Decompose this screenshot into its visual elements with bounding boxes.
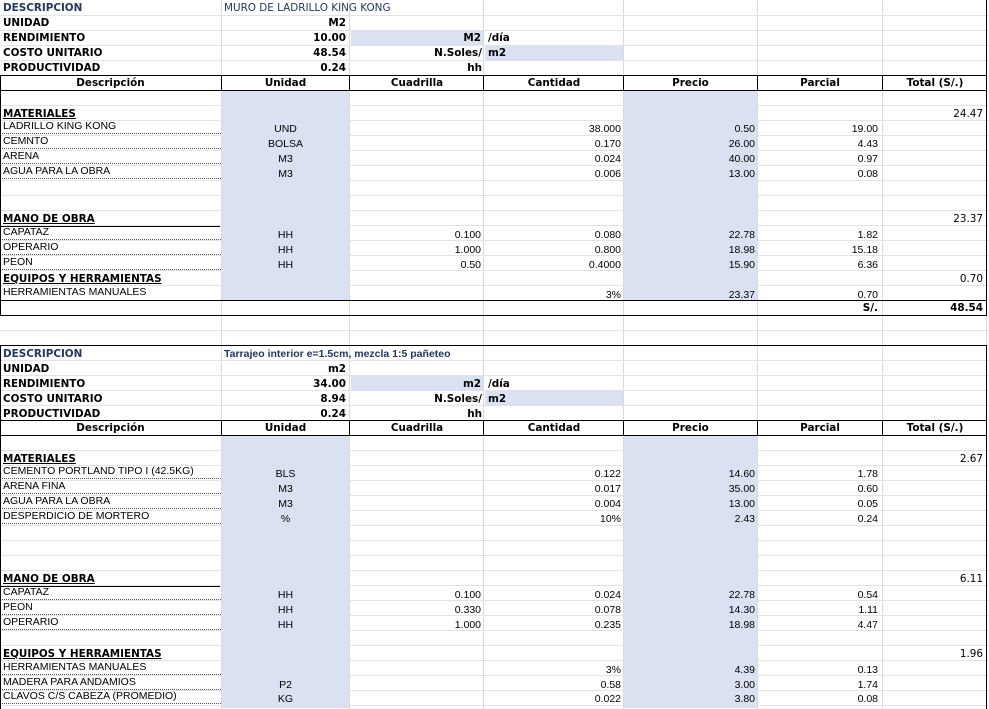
column-header[interactable]: Parcial [800,422,840,434]
equipos-total[interactable]: 0.70 [959,273,983,285]
item-unidad[interactable]: BLS [275,468,296,480]
productividad-unit[interactable]: hh [467,62,482,74]
b2-mano-obra-total[interactable]: 6.11 [959,573,983,585]
header-column-divider [483,75,484,90]
item-unidad[interactable]: M3 [278,168,293,180]
b2-left-border [0,345,1,709]
item-cantidad[interactable]: 38.000 [588,123,621,135]
item-description[interactable]: OPERARIO [3,241,59,253]
item-precio[interactable]: 18.98 [728,244,755,256]
b2-descripcion-value[interactable]: Tarrajeo interior e=1.5cm, mezcla 1:5 pañeteo [224,348,451,360]
item-description[interactable]: HERRAMIENTAS MANUALES [3,286,147,298]
grid-row-line [0,375,989,376]
header-column-divider [349,75,350,90]
column-header[interactable]: Unidad [264,422,307,434]
item-cantidad[interactable]: 0.170 [594,138,621,150]
item-description[interactable]: MADERA PARA ANDAMIOS [3,676,136,688]
column-header[interactable]: Parcial [800,77,840,89]
item-description[interactable]: AGUA PARA LA OBRA [3,165,111,177]
grid-row-line [0,195,989,196]
b2-costo-per[interactable]: m2 [488,393,507,405]
header-column-divider [623,420,624,435]
column-header[interactable]: Total (S/.) [906,422,964,434]
row-dotted-border [0,703,221,704]
grid-row-line [0,450,989,451]
item-cantidad[interactable]: 0.080 [594,229,621,241]
costo-value[interactable]: 48.54 [313,47,346,59]
header-column-divider [483,420,484,435]
materiales-total[interactable]: 24.47 [953,108,983,120]
item-unidad[interactable]: M3 [278,483,293,495]
b2-materiales-title[interactable]: MATERIALES [3,453,76,465]
item-unidad[interactable]: HH [277,244,294,256]
item-precio[interactable]: 22.78 [728,589,755,601]
header-column-divider [882,420,883,435]
item-unidad[interactable]: M3 [278,498,293,510]
b2-rendimiento-unit[interactable]: m2 [462,378,481,390]
item-precio[interactable]: 26.00 [728,138,755,150]
item-description[interactable]: CAPATAZ [3,226,50,238]
item-precio[interactable]: 35.00 [728,483,755,495]
grid-row-line [0,540,989,541]
b2-equipos-total[interactable]: 1.96 [959,648,983,660]
b2-mano-obra-title[interactable]: MANO DE OBRA [3,573,95,585]
item-description[interactable]: ARENA FINA [3,480,66,492]
row-dotted-border [0,269,221,270]
item-parcial[interactable]: 1.74 [857,679,878,691]
b2-descripcion-label[interactable]: DESCRIPCION [3,348,83,360]
item-parcial[interactable]: 19.00 [851,123,878,135]
block2-top-border [0,345,987,346]
item-precio[interactable]: 22.78 [728,229,755,241]
grid-column-line [483,0,484,709]
row-dotted-border [0,629,221,630]
item-cantidad[interactable]: 0.024 [594,589,621,601]
item-unidad[interactable]: M3 [278,153,293,165]
item-parcial[interactable]: 6.36 [857,259,878,271]
header-column-divider [349,420,350,435]
header-column-divider [221,420,222,435]
item-parcial[interactable]: 0.60 [857,483,878,495]
b2-right-border [986,345,987,709]
item-precio[interactable]: 40.00 [728,153,755,165]
item-cuadrilla[interactable]: 1.000 [454,619,481,631]
descripcion-label[interactable]: DESCRIPCION [3,2,83,14]
item-cuadrilla[interactable]: 0.100 [454,229,481,241]
b2-materiales-total[interactable]: 2.67 [959,453,983,465]
item-description[interactable]: CEMENTO PORTLAND TIPO I (42.5KG) [3,465,194,477]
item-parcial[interactable]: 1.78 [857,468,878,480]
item-unidad[interactable]: P2 [279,679,292,691]
item-cantidad[interactable]: 0.58 [600,679,621,691]
item-parcial[interactable]: 0.05 [857,498,878,510]
item-description[interactable]: AGUA PARA LA OBRA [3,495,111,507]
b2-rendimiento-per[interactable]: /día [488,378,510,390]
right-border [986,0,987,315]
item-description[interactable]: LADRILLO KING KONG [3,120,117,132]
item-cantidad[interactable]: 0.006 [594,168,621,180]
column-header[interactable]: Descripción [76,422,145,434]
equipos-title[interactable]: EQUIPOS Y HERRAMIENTAS [3,273,162,285]
item-precio[interactable]: 3.00 [734,679,755,691]
grid-row-line [0,120,989,121]
item-cantidad[interactable]: 0.004 [594,498,621,510]
b2-costo-value[interactable]: 8.94 [320,393,346,405]
item-parcial[interactable]: 0.08 [857,693,878,705]
grid-row-line [0,555,989,556]
item-cantidad[interactable]: 0.017 [594,483,621,495]
b2-unidad-value[interactable]: m2 [327,363,346,375]
item-cantidad[interactable]: 0.4000 [588,259,621,271]
b2-rendimiento-value[interactable]: 34.00 [313,378,346,390]
row-dotted-border [0,599,221,600]
b2-costo-unit[interactable]: N.Soles/ [434,393,482,405]
item-cantidad[interactable]: 10% [599,513,621,525]
item-cantidad[interactable]: 0.235 [594,619,621,631]
item-description[interactable]: CAPATAZ [3,586,50,598]
b2-costo-label[interactable]: COSTO UNITARIO [3,393,103,405]
item-unidad[interactable]: HH [277,604,294,616]
column-header[interactable]: Total (S/.) [906,77,964,89]
header-bottom-border [0,90,987,91]
item-precio[interactable]: 18.98 [728,619,755,631]
item-parcial[interactable]: 0.08 [857,168,878,180]
item-cuadrilla[interactable]: 1.000 [454,244,481,256]
header-column-divider [757,420,758,435]
item-precio[interactable]: 4.39 [734,664,755,676]
item-parcial[interactable]: 1.82 [857,229,878,241]
unidad-value[interactable]: M2 [328,17,346,29]
footer-bottom-border [0,315,987,316]
mano-obra-total[interactable]: 23.37 [953,213,983,225]
item-cantidad[interactable]: 3% [605,289,621,301]
item-parcial[interactable]: 4.47 [857,619,878,631]
productividad-value[interactable]: 0.24 [320,62,346,74]
item-unidad[interactable]: KG [277,693,294,705]
grid-column-line [882,0,883,709]
item-unidad[interactable]: BOLSA [267,138,304,150]
item-description[interactable]: CLAVOS C/S CABEZA (PROMEDIO) [3,690,177,702]
unidad-label[interactable]: UNIDAD [3,17,50,29]
header-column-divider [623,75,624,90]
item-parcial[interactable]: 15.18 [851,244,878,256]
row-dotted-border [0,178,221,179]
left-border [0,75,1,315]
b2-header-bottom-border [0,435,987,436]
grid-row-line [0,105,989,106]
item-parcial[interactable]: 0.70 [857,289,878,301]
grid-row-line [0,570,989,571]
item-parcial[interactable]: 0.97 [857,153,878,165]
item-description[interactable]: DESPERDICIO DE MORTERO [3,510,150,522]
item-parcial[interactable]: 0.13 [857,664,878,676]
column-header[interactable]: Unidad [264,77,307,89]
item-description[interactable]: PEON [3,256,33,268]
item-cantidad[interactable]: 0.122 [594,468,621,480]
item-parcial[interactable]: 0.24 [857,513,878,525]
costo-per[interactable]: m2 [488,47,507,59]
item-description[interactable]: HERRAMIENTAS MANUALES [3,661,147,673]
descripcion-value[interactable]: MURO DE LADRILLO KING KONG [224,2,391,14]
grid-row-line [0,210,989,211]
header-column-divider [882,75,883,90]
item-precio[interactable]: 0.50 [734,123,755,135]
header-column-divider [757,75,758,90]
item-unidad[interactable]: % [280,513,291,525]
column-header[interactable]: Cantidad [527,422,581,434]
item-cantidad[interactable]: 0.024 [594,153,621,165]
b2-productividad-unit[interactable]: hh [467,408,482,420]
rendimiento-value[interactable]: 10.00 [313,32,346,44]
b2-unidad-label[interactable]: UNIDAD [3,363,50,375]
b2-productividad-value[interactable]: 0.24 [320,408,346,420]
item-unidad[interactable]: UND [274,123,297,135]
costo-unit[interactable]: N.Soles/ [434,47,482,59]
item-description[interactable]: PEON [3,601,33,613]
productividad-label[interactable]: PRODUCTIVIDAD [3,62,101,74]
item-precio[interactable]: 2.43 [734,513,755,525]
item-cantidad[interactable]: 0.078 [594,604,621,616]
item-precio[interactable]: 14.30 [728,604,755,616]
grid-row-line [0,645,989,646]
rendimiento-per[interactable]: /día [488,32,510,44]
mano-obra-title[interactable]: MANO DE OBRA [3,213,95,225]
item-precio[interactable]: 23.37 [728,289,755,301]
item-unidad[interactable]: HH [277,259,294,271]
column-header[interactable]: Cantidad [527,77,581,89]
row-dotted-border [0,523,221,524]
column-header[interactable]: Descripción [76,77,145,89]
item-cuadrilla[interactable]: 0.100 [454,589,481,601]
header-column-divider [221,75,222,90]
rendimiento-label[interactable]: RENDIMIENTO [3,32,86,44]
item-cuadrilla[interactable]: 0.50 [460,259,481,271]
grid-row-line [0,360,989,361]
item-parcial[interactable]: 0.54 [857,589,878,601]
item-cantidad[interactable]: 0.022 [594,693,621,705]
grid-row-line [0,330,989,331]
item-precio[interactable]: 3.80 [734,693,755,705]
column-header[interactable]: Precio [672,77,709,89]
grid-row-line [0,15,989,16]
item-unidad[interactable]: HH [277,589,294,601]
item-precio[interactable]: 13.00 [728,168,755,180]
item-cuadrilla[interactable]: 0.330 [454,604,481,616]
item-parcial[interactable]: 4.43 [857,138,878,150]
item-cantidad[interactable]: 0.800 [594,244,621,256]
costo-label[interactable]: COSTO UNITARIO [3,47,103,59]
grand-total[interactable]: 48.54 [950,302,983,314]
column-header[interactable]: Cuadrilla [390,422,444,434]
item-description[interactable]: ARENA [3,150,40,162]
rendimiento-unit[interactable]: M2 [463,32,481,44]
item-description[interactable]: CEMNTO [3,135,49,147]
item-precio[interactable]: 14.60 [728,468,755,480]
b2-rendimiento-label[interactable]: RENDIMIENTO [3,378,86,390]
b2-productividad-label[interactable]: PRODUCTIVIDAD [3,408,101,420]
currency-label[interactable]: S/. [862,302,878,314]
item-unidad[interactable]: HH [277,619,294,631]
materiales-title[interactable]: MATERIALES [3,108,76,120]
item-parcial[interactable]: 1.11 [858,604,878,616]
column-header[interactable]: Precio [672,422,709,434]
row-dotted-border [0,254,221,255]
item-description[interactable]: OPERARIO [3,616,59,628]
column-header[interactable]: Cuadrilla [390,77,444,89]
item-precio[interactable]: 13.00 [728,498,755,510]
item-unidad[interactable]: HH [277,229,294,241]
item-precio[interactable]: 15.90 [728,259,755,271]
item-cantidad[interactable]: 3% [605,664,621,676]
b2-equipos-title[interactable]: EQUIPOS Y HERRAMIENTAS [3,648,162,660]
